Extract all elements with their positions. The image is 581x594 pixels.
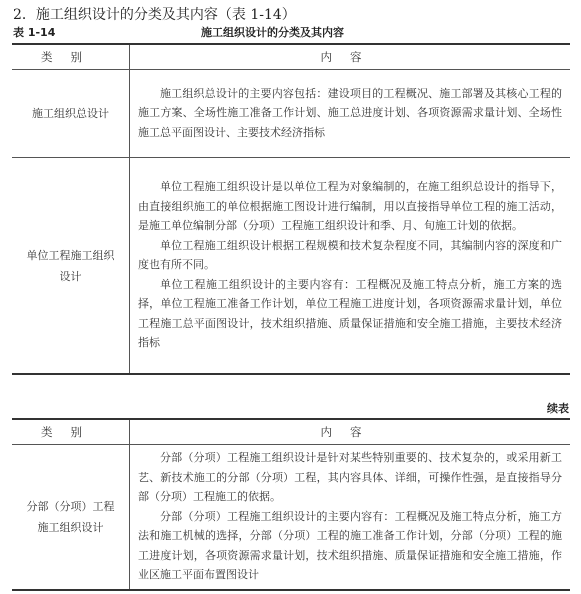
classification-table-continued — [12, 418, 570, 591]
content-paragraph: 分部（分项）工程施工组织设计的主要内容有：工程概况及施工特点分析，施工方法和施工机械的选择，分部（分项）工程的施工准备工作计划，分部（分项）工程的施工进度计划，各项资源需求量计划，技术组织措施、质量保证措施和安全施工措施，作业区施工平面布置图设计 — [138, 509, 562, 581]
category-label: 施工组织总设计 — [32, 107, 109, 120]
content-header: 内容 — [130, 44, 571, 70]
category-cell — [12, 70, 130, 158]
category-label: 设计 — [59, 269, 82, 283]
category-header: 类别 — [12, 44, 130, 70]
content-paragraph: 单位工程施工组织设计是以单位工程为对象编制的，在施工组织总设计的指导下，由直接组织施工的单位根据施工图设计进行编制，用以直接指导单位工程的施工活动，是施工单位编制分部（分项）工程施工组织设计和季、月、旬施工计划的依据。 — [138, 180, 562, 233]
content-paragraph: 分部（分项）工程施工组织设计是针对某些特别重要的、技术复杂的，或采用新工艺、新技术施工的分部（分项）工程，其内容具体、详细，可操作性强，是直接指导分部（分项）工程施工的依据。 — [138, 451, 562, 503]
table-row — [12, 158, 570, 375]
table-row — [12, 445, 570, 590]
category-cell — [12, 445, 130, 590]
content-cell — [130, 70, 571, 158]
content-paragraph: 单位工程施工组织设计的主要内容有：工程概况及施工特点分析，施工方案的选择，单位工程施工准备工作计划，单位工程施工进度计划，各项资源需求量计划，单位工程施工总平面图设计，技术组织措施、质量保证措施和安全施工措施，主要技术经济指标 — [138, 277, 562, 350]
content-paragraph: 施工组织总设计的主要内容包括：建设项目的工程概况、施工部署及其核心工程的施工方案、全场性施工准备工作计划、施工总进度计划、各项资源需求量计划、全场性施工总平面图设计、主要技术经济指标 — [138, 86, 562, 139]
content-cell — [130, 158, 571, 375]
category-cell — [12, 158, 130, 375]
category-label: 分部（分项）工程 — [26, 499, 115, 513]
category-label: 施工组织设计 — [37, 520, 104, 534]
content-header: 内容 — [130, 419, 571, 445]
table-header-row — [12, 44, 570, 70]
table-title: 施工组织设计的分类及其内容 — [201, 26, 344, 39]
category-header: 类别 — [12, 419, 130, 445]
content-cell — [130, 445, 571, 590]
table-number: 表 1-14 — [13, 26, 56, 39]
content-paragraph: 单位工程施工组织设计根据工程规模和技术复杂程度不同，其编制内容的深度和广度也有所不同。 — [138, 238, 562, 272]
table-header-row — [12, 419, 570, 445]
section-heading: 2．施工组织设计的分类及其内容（表 1-14） — [13, 7, 296, 23]
continued-label: 续表 — [547, 402, 569, 415]
table-caption — [13, 24, 571, 40]
table-row — [12, 70, 570, 158]
category-label: 单位工程施工组织 — [26, 248, 115, 262]
classification-table — [12, 43, 570, 375]
